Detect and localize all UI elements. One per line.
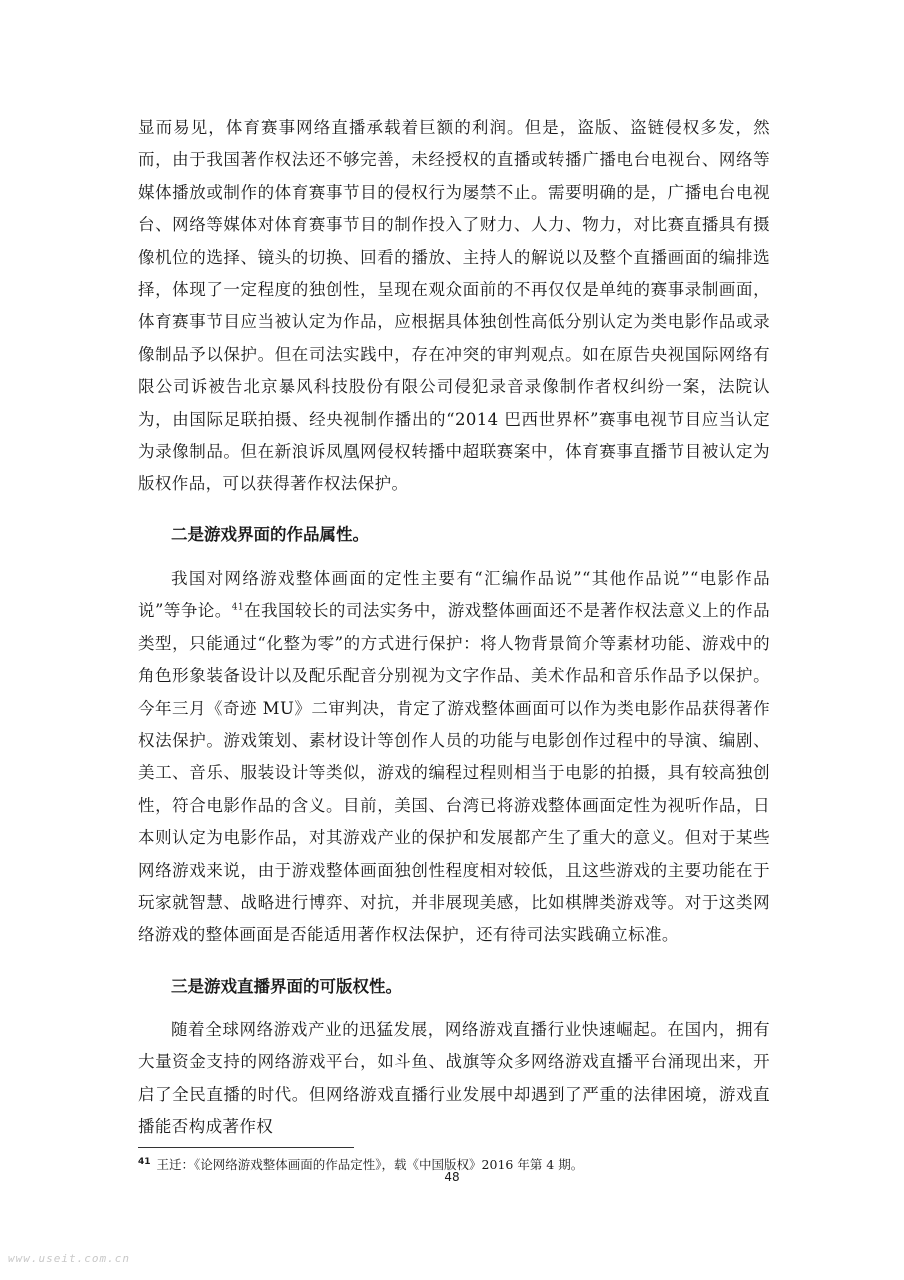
- footnote-mark: 41: [138, 1157, 151, 1167]
- footnote-divider: [138, 1147, 354, 1148]
- page-number: 48: [444, 1170, 460, 1184]
- paragraph-game-interface: [138, 563, 770, 952]
- paragraph-sports-broadcast: 显而易见，体育赛事网络直播承载着巨额的利润。但是，盗版、盗链侵权多发，然而，由于我国著作权法还不够完善，未经授权的直播或转播广播电台电视台、网络等媒体播放或制作的体育赛事节目的侵权行为屡禁不止。需要明确的是，广播电台电视台、网络等媒体对体育赛事节目的制作投入了财力、人力、物力，对比赛直播具有摄像机位的选择、镜头的切换、回看的播放、主持人的解说以及整个直播画面的编排选择，体现了一定程度的独创性，呈现在观众面前的不再仅仅是单纯的赛事录制画面，体育赛事节目应当被认定为作品，应根据具体独创性高低分别认定为类电影作品或录像制品予以保护。但在司法实践中，存在冲突的审判观点。如在原告央视国际网络有限公司诉被告北京暴风科技股份有限公司侵犯录音录像制作者权纠纷一案，法院认为，由国际足联拍摄、经央视制作播出的“2014 巴西世界杯”赛事电视节目应当认定为录像制品。但在新浪诉凤凰网侵权转播中超联赛案中，体育赛事直播节目被认定为版权作品，可以获得著作权法保护。: [138, 118, 770, 494]
- footnote-text: 王迁：《论网络游戏整体画面的作品定性》，载《中国版权》2016 年第 4 期。: [156, 1157, 584, 1173]
- section-heading-live-streaming: 三是游戏直播界面的可版权性。: [171, 977, 402, 996]
- footnote-reference[interactable]: 41: [231, 602, 245, 613]
- watermark: www.useit.com.cn: [8, 1252, 130, 1265]
- paragraph-game-interface-part1: 我国对网络游戏整体画面的定性主要有“汇编作品说”“其他作品说”“电影作品说”等争论。: [138, 569, 770, 621]
- section-heading-game-interface: 二是游戏界面的作品属性。: [171, 525, 369, 544]
- paragraph-live-streaming: 随着全球网络游戏产业的迅猛发展，网络游戏直播行业快速崛起。在国内，拥有大量资金支持的网络游戏平台，如斗鱼、战旗等众多网络游戏直播平台涌现出来，开启了全民直播的时代。但网络游戏直播行业发展中却遇到了严重的法律困境，游戏直播能否构成著作权: [138, 1020, 770, 1137]
- paragraph-game-interface-part2: 在我国较长的司法实务中，游戏整体画面还不是著作权法意义上的作品类型，只能通过“化整为零”的方式进行保护：将人物背景简介等素材功能、游戏中的角色形象装备设计以及配乐配音分别视为文字作品、美术作品和音乐作品予以保护。今年三月《奇迹 MU》二审判决，肯定了游戏整体画面可以作为类电影作品获得著作权法保护。游戏策划、素材设计等创作人员的功能与电影创作过程中的导演、编剧、美工、音乐、服装设计等类似，游戏的编程过程则相当于电影的拍摄，具有较高独创性，符合电影作品的含义。目前，美国、台湾已将游戏整体画面定性为视听作品，日本则认定为电影作品，对其游戏产业的保护和发展都产生了重大的意义。但对于某些网络游戏来说，由于游戏整体画面独创性程度相对较低，且这些游戏的主要功能在于玩家就智慧、战略进行博弈、对抗，并非展现美感，比如棋牌类游戏等。对于这类网络游戏的整体画面是否能适用著作权法保护，还有待司法实践确立标准。: [138, 601, 770, 945]
